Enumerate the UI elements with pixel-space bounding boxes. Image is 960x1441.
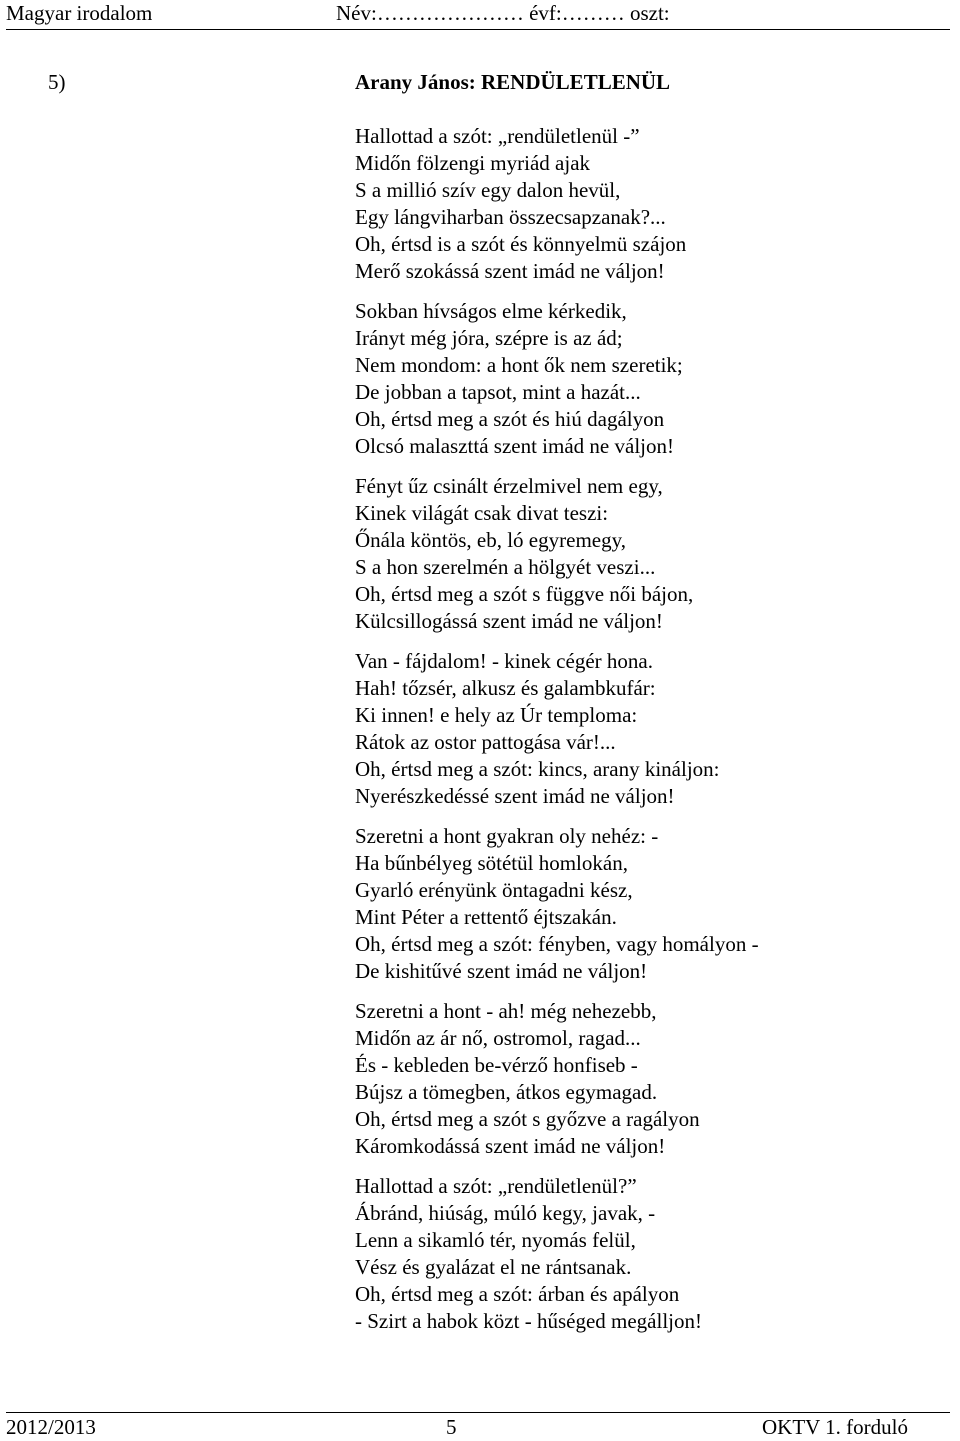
poem-line: Van - fájdalom! - kinek cégér hona.: [355, 649, 653, 673]
page-number: 5: [446, 1415, 457, 1439]
poem-line: Szeretni a hont - ah! még nehezebb,: [355, 999, 657, 1023]
poem-line: Hah! tőzsér, alkusz és galambkufár:: [355, 676, 656, 700]
poem-line: Mint Péter a rettentő éjtszakán.: [355, 905, 617, 929]
poem-line: Oh, értsd is a szót és könnyelmü szájon: [355, 232, 687, 256]
poem-stanza: [355, 998, 915, 1160]
poem-line: Nem mondom: a hont ők nem szeretik;: [355, 353, 683, 377]
poem-line: Ha bűnbélyeg sötétül homlokán,: [355, 851, 628, 875]
poem-line: S a hon szerelmén a hölgyét veszi...: [355, 555, 656, 579]
page-footer: [6, 1412, 950, 1441]
poem-line: S a millió szív egy dalon hevül,: [355, 178, 621, 202]
poem-stanza: [355, 648, 915, 810]
poem-line: Lenn a sikamló tér, nyomás felül,: [355, 1228, 636, 1252]
poem-line: Olcsó malaszttá szent imád ne váljon!: [355, 434, 674, 458]
poem-line: Nyerészkedéssé szent imád ne váljon!: [355, 784, 675, 808]
school-year: 2012/2013: [6, 1415, 96, 1439]
poem-line: Oh, értsd meg a szót s függve női bájon,: [355, 582, 694, 606]
poem-body: [355, 123, 915, 1348]
poem-line: Ábránd, hiúság, múló kegy, javak, -: [355, 1201, 656, 1225]
poem-line: Egy lángviharban összecsapzanak?...: [355, 205, 666, 229]
poem-line: - Szirt a habok közt - hűséged megálljon!: [355, 1309, 702, 1333]
poem-line: És - kebleden be-vérző honfiseb -: [355, 1053, 638, 1077]
poem-line: Oh, értsd meg a szót: fényben, vagy homályon -: [355, 932, 759, 956]
poem-line: Oh, értsd meg a szót és hiú dagályon: [355, 407, 665, 431]
poem-line: Sokban hívságos elme kérkedik,: [355, 299, 627, 323]
poem-line: Irányt még jóra, szépre is az ád;: [355, 326, 623, 350]
poem-line: Oh, értsd meg a szót s győzve a ragályon: [355, 1107, 700, 1131]
poem-line: Szeretni a hont gyakran oly nehéz: -: [355, 824, 659, 848]
poem-line: Hallottad a szót: „rendületlenül?”: [355, 1174, 637, 1198]
poem-stanza: [355, 473, 915, 635]
poem-line: De jobban a tapsot, mint a hazát...: [355, 380, 641, 404]
poem-line: Merő szokássá szent imád ne váljon!: [355, 259, 665, 283]
subject-label: Magyar irodalom: [6, 1, 153, 25]
competition-round: OKTV 1. forduló: [761, 1415, 908, 1439]
poem-line: Külcsillogássá szent imád ne váljon!: [355, 609, 663, 633]
poem-line: De kishitűvé szent imád ne váljon!: [355, 959, 648, 983]
poem-stanza: [355, 123, 915, 285]
poem-stanza: [355, 1173, 915, 1335]
page-header: [6, 0, 950, 30]
poem-line: Gyarló erényünk öntagadni kész,: [355, 878, 633, 902]
poem-line: Ki innen! e hely az Úr temploma:: [355, 703, 638, 727]
poem-line: Oh, értsd meg a szót: kincs, arany kináljon:: [355, 757, 720, 781]
poem-line: Káromkodássá szent imád ne váljon!: [355, 1134, 666, 1158]
poem-line: Bújsz a tömegben, átkos egymagad.: [355, 1080, 658, 1104]
poem-line: Midőn az ár nő, ostromol, ragad...: [355, 1026, 641, 1050]
poem-line: Kinek világát csak divat teszi:: [355, 501, 609, 525]
poem-line: Fényt űz csinált érzelmivel nem egy,: [355, 474, 663, 498]
poem-title: Arany János: RENDÜLETLENÜL: [355, 70, 671, 94]
name-class-field: Név:………………… évf:……… oszt:: [336, 1, 670, 25]
poem-line: Őnála köntös, eb, ló egyremegy,: [355, 528, 626, 552]
poem-stanza: [355, 823, 915, 985]
poem-stanza: [355, 298, 915, 460]
poem-line: Oh, értsd meg a szót: árban és apályon: [355, 1282, 680, 1306]
poem-line: Vész és gyalázat el ne rántsanak.: [355, 1255, 632, 1279]
poem-line: Hallottad a szót: „rendületlenül -”: [355, 124, 640, 148]
poem-line: Rátok az ostor pattogása vár!...: [355, 730, 616, 754]
poem-line: Midőn fölzengi myriád ajak: [355, 151, 591, 175]
task-number: 5): [48, 70, 66, 94]
